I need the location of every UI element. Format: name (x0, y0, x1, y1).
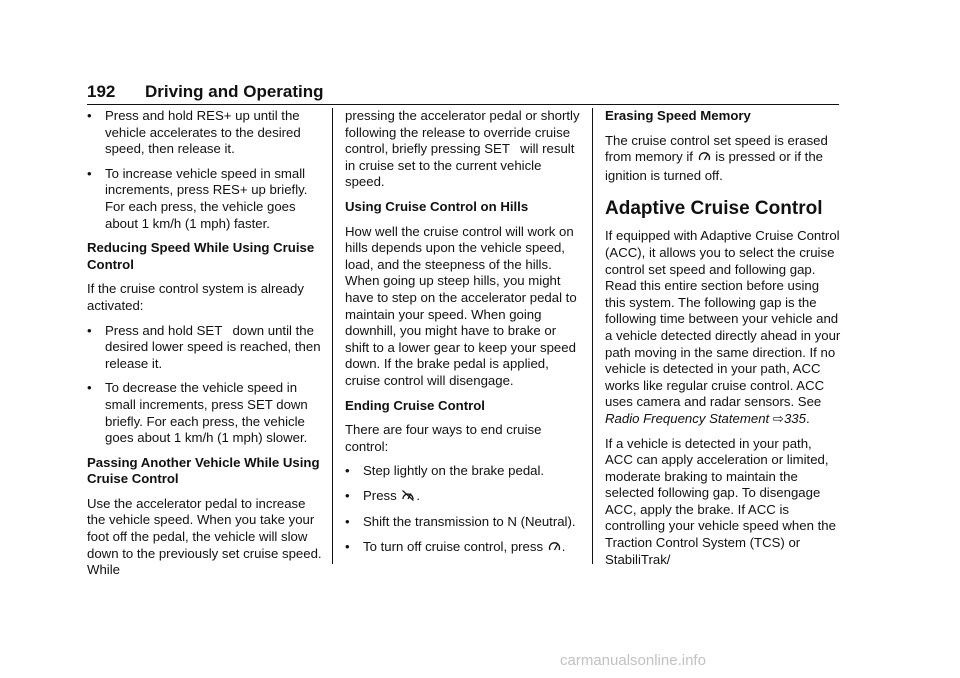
list-item-text-start: To turn off cruise control, press (363, 539, 544, 555)
list-item (87, 108, 323, 158)
list-item-text: Press and hold SET down until the desired lower speed is reached, then release it. (105, 322, 321, 371)
header-rule (87, 104, 839, 105)
cruise-cancel-icon (401, 489, 415, 507)
section-title: Driving and Operating (145, 82, 324, 101)
bullet: • (87, 108, 92, 123)
subheading: Ending Cruise Control (345, 397, 485, 413)
bullet: • (345, 514, 350, 530)
bullet: • (345, 463, 350, 479)
paragraph (605, 228, 841, 427)
list-item (345, 463, 581, 480)
paragraph: There are four ways to end cruise control: (345, 422, 542, 454)
page-number: 192 (87, 82, 116, 101)
bullet: • (87, 322, 92, 338)
bullet: • (345, 539, 350, 555)
cruise-control-icon (698, 150, 711, 168)
reference-page[interactable]: 335 (783, 410, 806, 426)
list-item-text (363, 539, 581, 558)
list-item (345, 488, 581, 507)
cruise-control-icon (548, 540, 561, 558)
list-item-text-end: . (561, 539, 566, 555)
column-2 (345, 108, 581, 566)
paragraph-text-end: . (805, 410, 810, 426)
list-item-text: Press and hold RES+ up until the vehicle accelerates to the desired speed, then release it. (105, 108, 301, 157)
column-divider (332, 108, 333, 564)
reference-arrow: ⇨ (772, 410, 784, 426)
list-item-text: Shift the transmission to N (Neutral). (363, 514, 576, 530)
list-item-text-end: . (416, 487, 421, 503)
list-item (87, 380, 323, 446)
paragraph (605, 133, 841, 185)
paragraph-text-start: The cruise control set speed is erased from memory if (605, 132, 828, 165)
list-item-text-start: Press (363, 487, 397, 503)
paragraph-text-start: If equipped with Adaptive Cruise Control (ACC), it allows you to select the cruise control set speed and following gap. Read this entire section before using this system. The following gap is the following time between your vehicle and a vehicle detected directly ahead in your path moving in the same direction. If no vehicle is detected in your path, ACC works like regular cruise control. ACC uses camera and radar sensors. See (605, 228, 841, 410)
list-item-text (363, 488, 581, 507)
bullet: • (87, 165, 92, 181)
section-heading: Adaptive Cruise Control (605, 198, 823, 220)
list-item (345, 539, 581, 558)
paragraph: If the cruise control system is already activated: (87, 281, 304, 313)
list-item (87, 166, 323, 232)
paragraph: pressing the accelerator pedal or shortly following the release to override cruise control, briefly pressing SET will result in cruise set to the current vehicle speed. (345, 108, 580, 190)
subheading: Erasing Speed Memory (605, 108, 751, 123)
watermark: carmanualsonline.info (560, 652, 706, 669)
cross-reference-link[interactable]: Radio Frequency Statement (605, 410, 770, 426)
column-3 (605, 108, 841, 576)
subheading: Using Cruise Control on Hills (345, 198, 529, 214)
bullet: • (87, 380, 92, 396)
paragraph-text-end: is pressed or if the ignition is turned off. (605, 149, 824, 183)
column-divider (592, 108, 593, 564)
list-item-text: To increase vehicle speed in small increments, press RES+ up briefly. For each press, the vehicle goes about 1 km/h (1 mph) faster. (105, 165, 308, 231)
paragraph: How well the cruise control will work on hills depends upon the vehicle speed, load, and the steepness of the hills. When going up steep hills, you might have to step on the accelerator pedal to maintain your speed. When going downhill, you might have to brake or shift to a lower gear to keep your speed down. If the brake pedal is applied, cruise control will disengage. (345, 223, 577, 388)
subheading: Reducing Speed While Using Cruise Control (87, 240, 315, 272)
list-item (345, 514, 581, 531)
bullet: • (345, 487, 350, 503)
list-item-text: To decrease the vehicle speed in small increments, press SET down briefly. For each press, the vehicle goes about 1 km/h (1 mph) slower. (105, 380, 308, 446)
paragraph: Use the accelerator pedal to increase the vehicle speed. When you take your foot off the pedal, the vehicle will slow down to the previously set cruise speed. While (87, 495, 322, 578)
list-item (87, 323, 323, 373)
column-1 (87, 108, 323, 587)
page-header (87, 82, 839, 104)
subheading: Passing Another Vehicle While Using Cruise Control (87, 454, 320, 487)
paragraph: If a vehicle is detected in your path, ACC can apply acceleration or limited, moderate braking to maintain the selected following gap. To disengage ACC, apply the brake. If ACC is controlling your vehicle speed when the Traction Control System (TCS) or StabiliTrak/ (605, 435, 836, 567)
list-item-text: Step lightly on the brake pedal. (363, 463, 545, 479)
